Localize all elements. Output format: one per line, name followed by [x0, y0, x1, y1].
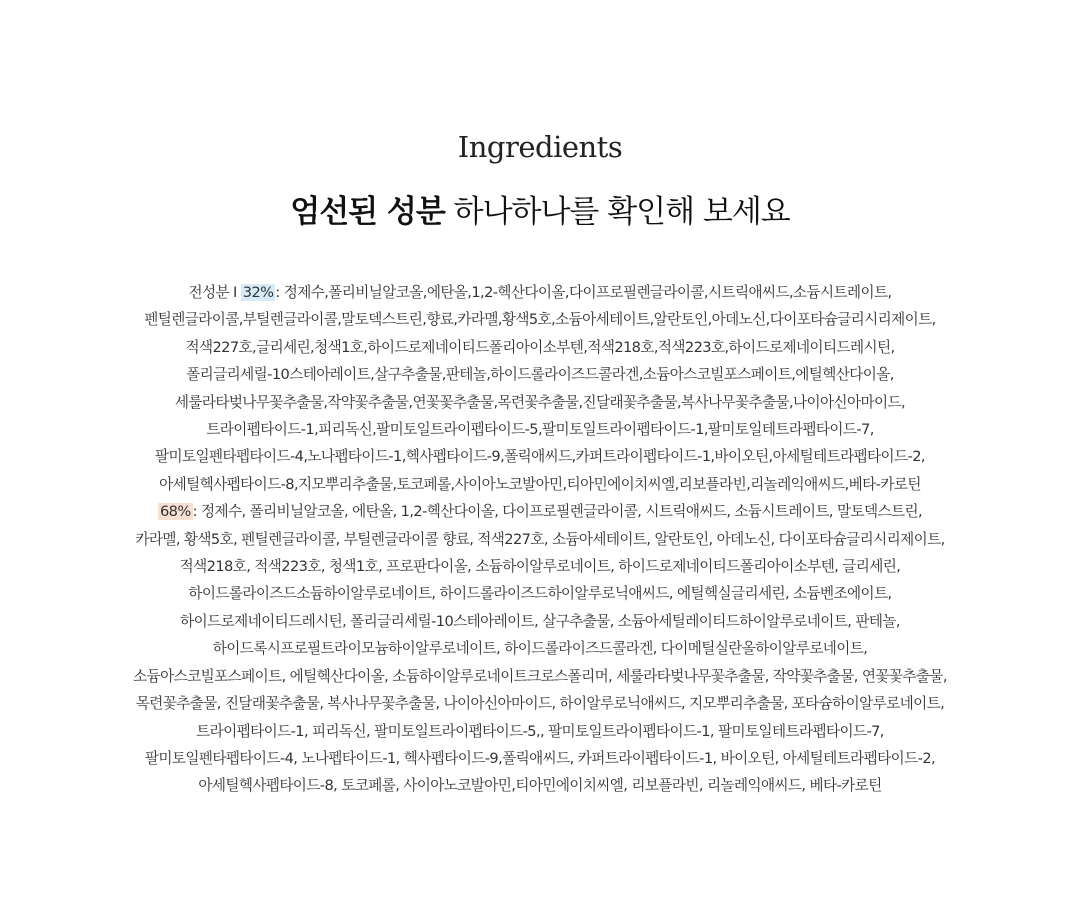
ingredient-text: : 정제수,폴리비닐알코올,에탄올,1,2-헥산다이올,다이프로필렌글라이콜,시트릭애씨드,소듐시트레이트,: [275, 284, 892, 301]
ingredient-line: 적색227호,글리세린,청색1호,하이드로제네이티드폴리아이소부텐,적색218호,적색223호,하이드로제네이티드레시틴,: [185, 338, 895, 356]
ingredient-text: : 정제수, 폴리비닐알코올, 에탄올, 1,2-헥산다이올, 다이프로필렌글라이콜, 시트릭애씨드, 소듐시트레이트, 말토덱스트린,: [192, 503, 923, 521]
ingredients-prefix: 전성분 I: [188, 284, 241, 301]
ingredient-line: 팔미토일펜타펩타이드-4,노나펩타이드-1,헥사펩타이드-9,폴릭애씨드,카퍼트라이펩타이드-1,바이오틴,아세틸테트라펩타이드-2,: [155, 448, 925, 466]
ingredient-line: 하이드록시프로필트라이모늄하이알루로네이트, 하이드롤라이즈드콜라겐, 다이메틸실란올하이알루로네이트,: [212, 640, 868, 658]
share-badge-68: 68%: [159, 503, 191, 521]
heading-korean-bold: 엄선된 성분: [290, 194, 445, 230]
ingredient-line: [104, 498, 976, 525]
ingredient-line: 폴리글리세릴-10스테아레이트,살구추출물,판테놀,하이드롤라이즈드콜라겐,소듐아스코빌포스페이트,에틸헥산다이올,: [186, 366, 894, 384]
ingredient-line: 펜틸렌글라이콜,부틸렌글라이콜,말토덱스트린,향료,카라멜,황색5호,소듐아세테이트,알란토인,아데노신,다이포타슘글리시리제이트,: [144, 311, 936, 329]
ingredient-line: 트라이펩타이드-1,피리독신,팔미토일트라이펩타이드-5,팔미토일트라이펩타이드-1,팔미토일테트라펩타이드-7,: [206, 421, 874, 439]
ingredient-line: 트라이펩타이드-1, 피리독신, 팔미토일트라이펩타이드-5,, 팔미토일트라이펩타이드-1, 팔미토일테트라펩타이드-7,: [196, 722, 884, 740]
share-badge-32: 32%: [242, 284, 274, 301]
ingredient-line: 하이드로제네이티드레시틴, 폴리글리세릴-10스테아레이트, 살구추출물, 소듐아세틸레이티드하이알루로네이트, 판테놀,: [180, 612, 900, 630]
ingredient-line: 아세틸헥사펩타이드-8, 토코페롤, 사이아노코발아민,티아민에이치씨엘, 리보플라빈, 리놀레익애씨드, 베타-카로틴: [198, 777, 882, 795]
heading-english: Ingredients: [457, 130, 623, 164]
ingredient-line: 카라멜, 황색5호, 펜틸렌글라이콜, 부틸렌글라이콜 향료, 적색227호, 소듐아세테이트, 알란토인, 아데노신, 다이포타슘글리시리제이트,: [135, 530, 945, 548]
ingredients-list: [104, 279, 976, 800]
ingredient-line: 아세틸헥사펩타이드-8,지모뿌리추출물,토코페롤,사이아노코발아민,티아민에이치씨엘,리보플라빈,리놀레익애씨드,베타-카로틴: [159, 475, 921, 493]
ingredient-line: 적색218호, 적색223호, 청색1호, 프로판다이올, 소듐하이알루로네이트, 하이드로제네이티드폴리아이소부텐, 글리세린,: [179, 558, 901, 576]
ingredient-line: 하이드롤라이즈드소듐하이알루로네이트, 하이드롤라이즈드하이알루로닉애씨드, 에틸헥실글리세린, 소듐벤조에이트,: [188, 585, 892, 603]
ingredient-line: [104, 279, 976, 306]
ingredient-line: 팔미토일펜타펩타이드-4, 노나펩타이드-1, 헥사펩타이드-9,폴릭애씨드, 카퍼트라이펩타이드-1, 바이오틴, 아세틸테트라펩타이드-2,: [144, 749, 936, 767]
heading-korean-rest: 하나하나를 확인해 보세요: [444, 194, 790, 230]
heading-korean: [0, 186, 1080, 231]
ingredient-line: 세룰라타벚나무꽃추출물,작약꽃추출물,연꽃꽃추출물,목련꽃추출물,진달래꽃추출물,복사나무꽃추출물,나이아신아마이드,: [174, 393, 906, 411]
ingredient-line: 목련꽃추출물, 진달래꽃추출물, 복사나무꽃추출물, 나이아신아마이드, 하이알루로닉애씨드, 지모뿌리추출물, 포타슘하이알루로네이트,: [135, 695, 945, 713]
ingredient-line: 소듐아스코빌포스페이트, 에틸헥산다이올, 소듐하이알루로네이트크로스폴리머, 세룰라타벚나무꽃추출물, 작약꽃추출물, 연꽃꽃추출물,: [133, 667, 947, 685]
